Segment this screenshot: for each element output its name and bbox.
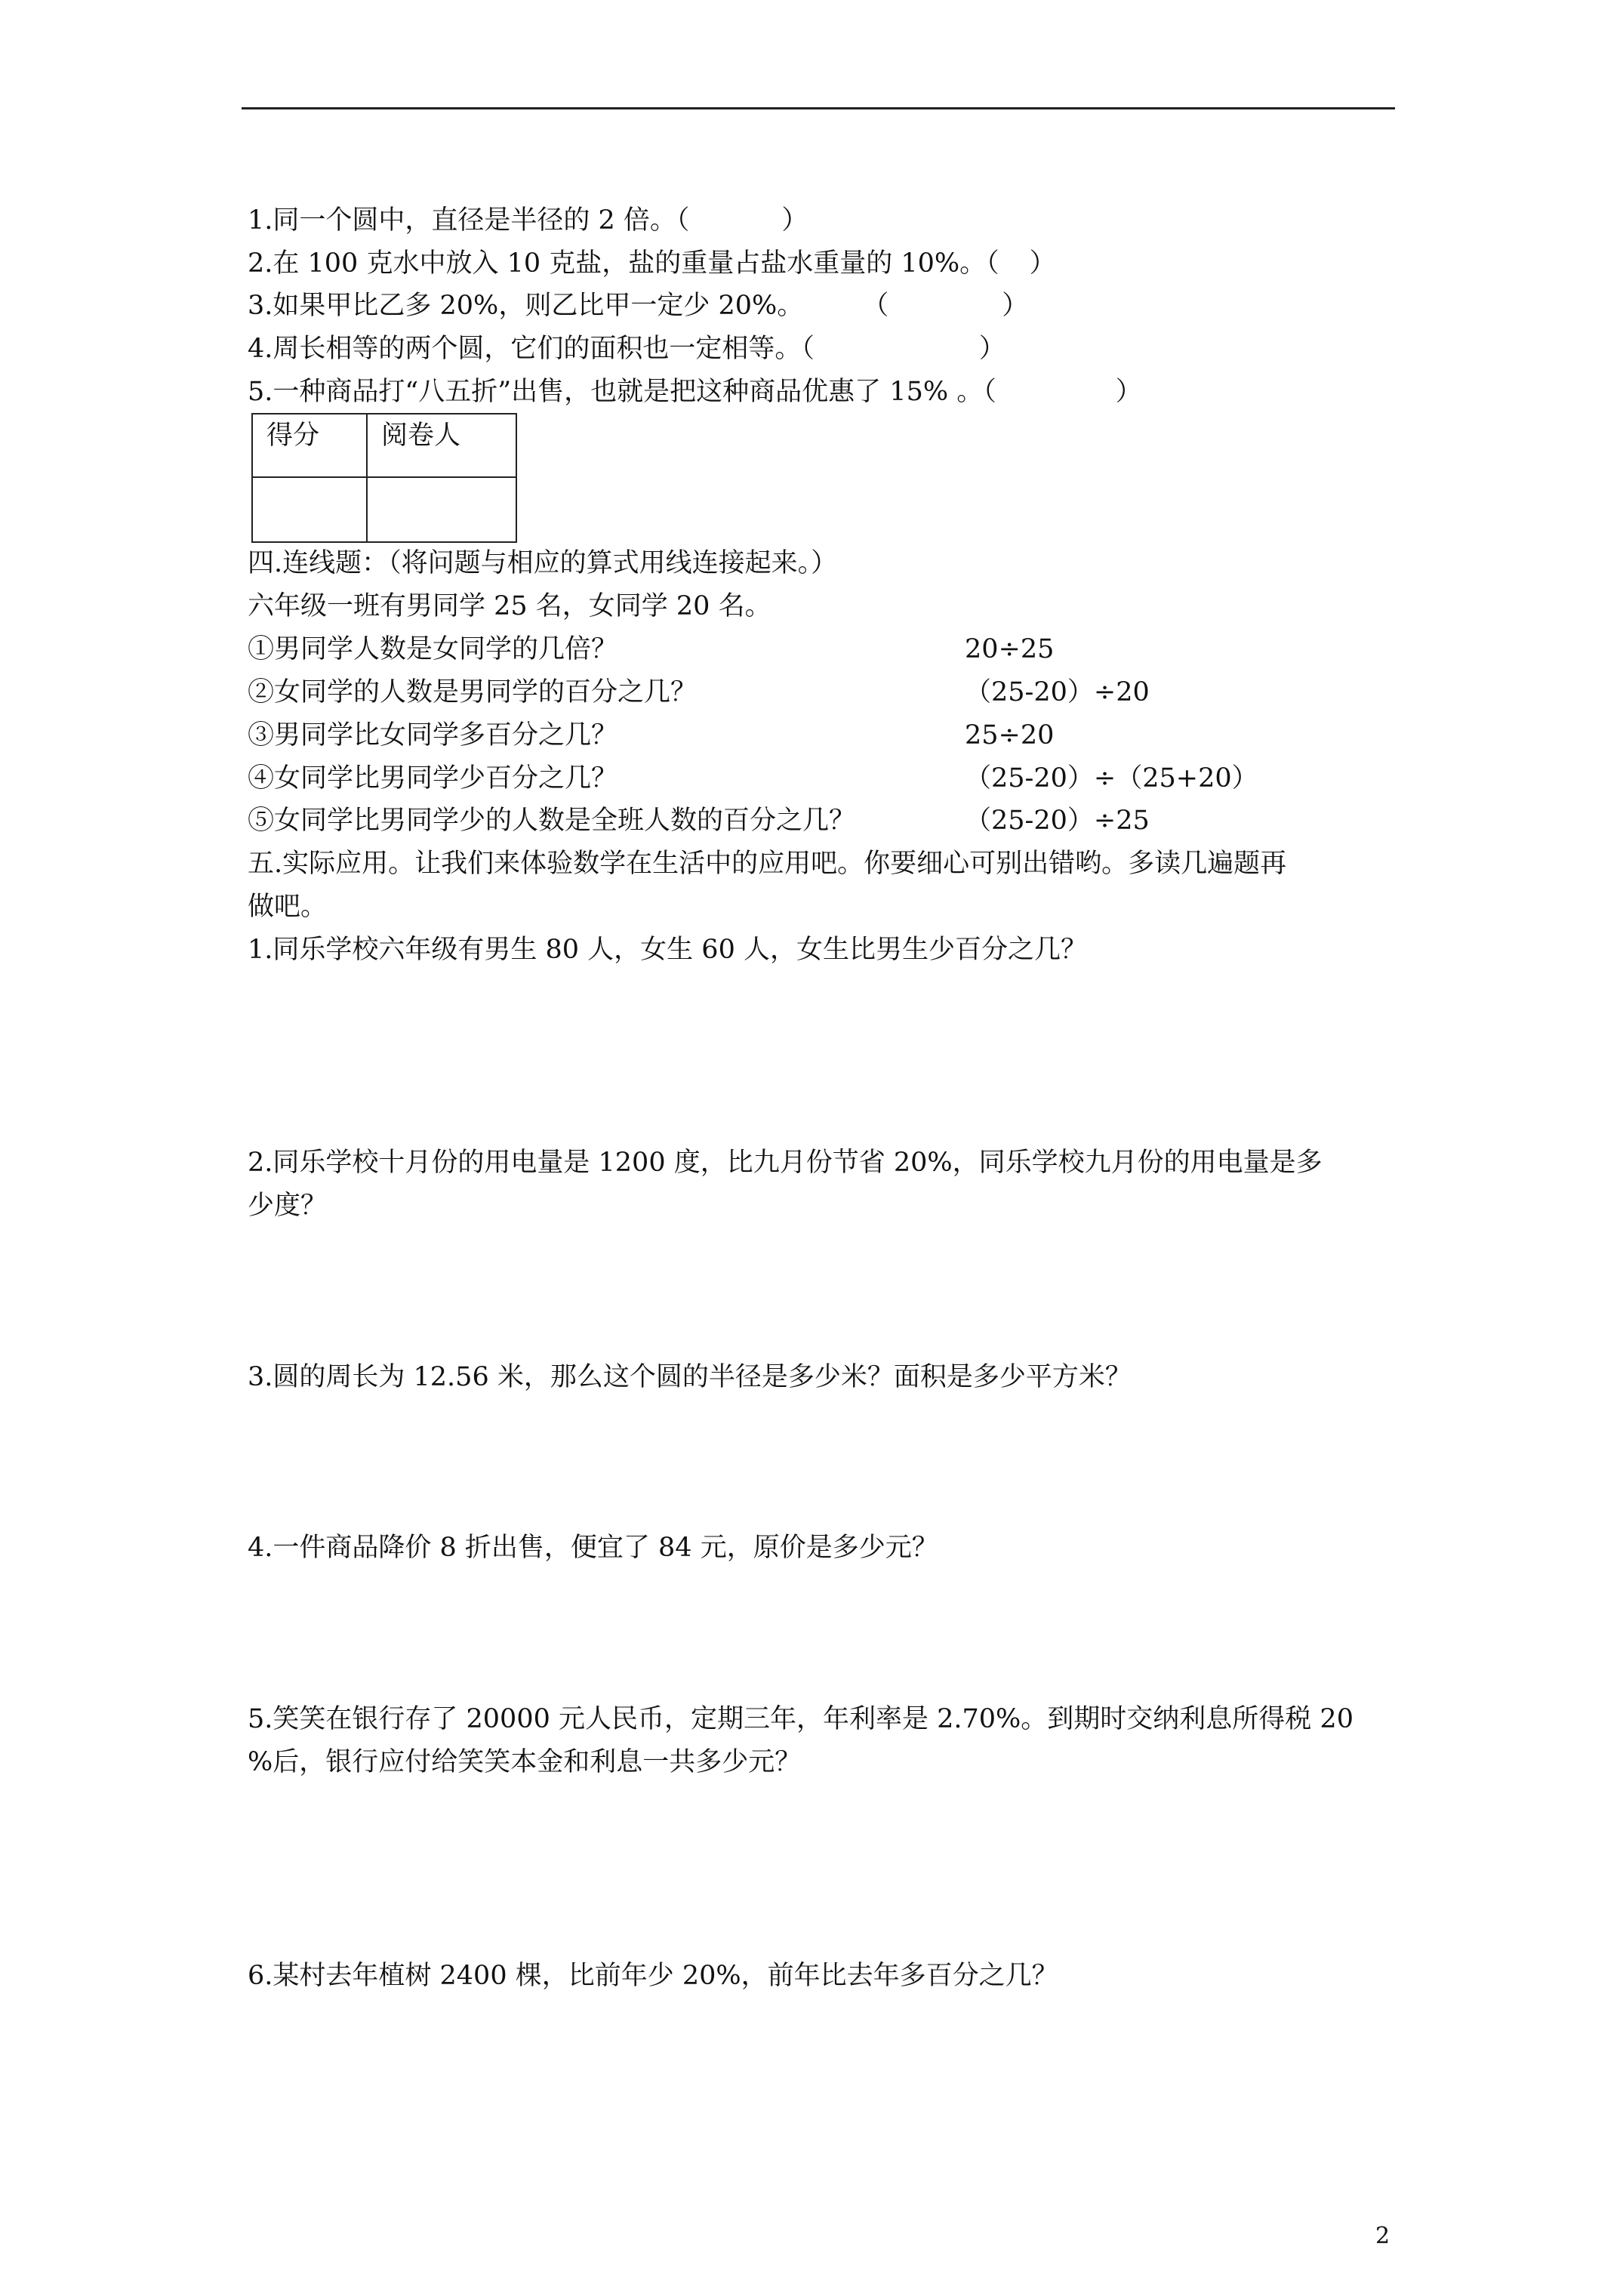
score-label-cell (252, 414, 367, 477)
problem-5-line2: %后，银行应付给笑笑本金和利息一共多少元？ (248, 1747, 802, 1777)
problem-6: 6.某村去年植树 2400 棵，比前年少 20%，前年比去年多百分之几？ (248, 1961, 1058, 1991)
section5-title-line1: 五.实际应用。让我们来体验数学在生活中的应用吧。你要细心可别出错哟。多读几遍题再 (248, 849, 1287, 879)
judgment-item-3-text: 3.如果甲比乙多 20%，则乙比甲一定少 20%。 (248, 291, 804, 321)
page-number: 2 (1375, 2223, 1390, 2249)
match-formula-5: （25-20）÷25 (965, 806, 1150, 836)
problem-5-line1: 5.笑笑在银行存了 20000 元人民币，定期三年，年利率是 2.70%。到期时交纳利息所得税 20 (248, 1704, 1354, 1734)
section4-title: 四.连线题：（将问题与相应的算式用线连接起来。） (248, 548, 838, 578)
match-question-1: ①男同学人数是女同学的几倍？ (248, 634, 618, 664)
match-question-4: ④女同学比男同学少百分之几？ (248, 763, 618, 794)
judgment-item-3 (248, 291, 1028, 321)
judgment-item-3-close: ） (1002, 291, 1029, 321)
reviewer-label: 阅卷人 (381, 421, 461, 451)
judgment-item-2-close: ） (1029, 248, 1056, 279)
judgment-item-5-close: ） (1115, 377, 1142, 407)
problem-2-line1: 2.同乐学校十月份的用电量是 1200 度，比九月份节省 20%，同乐学校九月份的用电量是多 (248, 1148, 1323, 1178)
score-label: 得分 (266, 421, 320, 451)
judgment-item-4-close: ） (978, 334, 1006, 364)
problem-2-line2: 少度？ (248, 1191, 328, 1221)
judgment-item-1-close: ） (781, 205, 808, 236)
match-formula-3: 25÷20 (965, 720, 1055, 750)
judgment-item-4 (248, 334, 1006, 364)
judgment-item-2 (248, 248, 1056, 279)
match-formula-1: 20÷25 (965, 634, 1055, 664)
judgment-item-2-text: 2.在 100 克水中放入 10 克盐，盐的重量占盐水重量的 10%。（ (248, 248, 999, 279)
reviewer-input-cell[interactable] (367, 477, 516, 542)
section5-title-line2: 做吧。 (248, 892, 328, 922)
judgment-item-4-text: 4.周长相等的两个圆，它们的面积也一定相等。（ (248, 334, 815, 364)
problem-4: 4.一件商品降价 8 折出售，便宜了 84 元，原价是多少元？ (248, 1533, 938, 1563)
judgment-item-5-text: 5.一种商品打“八五折”出售，也就是把这种商品优惠了 15% 。（ (248, 377, 996, 407)
match-question-5: ⑤女同学比男同学少的人数是全班人数的百分之几？ (248, 806, 856, 836)
score-input-cell[interactable] (252, 477, 367, 542)
problem-3: 3.圆的周长为 12.56 米，那么这个圆的半径是多少米？面积是多少平方米？ (248, 1362, 1132, 1392)
judgment-item-5 (248, 377, 1142, 407)
judgment-item-3-open: （ (862, 291, 889, 321)
score-table (251, 413, 517, 543)
match-question-2: ②女同学的人数是男同学的百分之几？ (248, 677, 698, 707)
judgment-item-1 (248, 205, 808, 236)
judgment-item-1-text: 1.同一个圆中，直径是半径的 2 倍。（ (248, 205, 690, 236)
match-formula-4: （25-20）÷（25+20） (965, 763, 1258, 794)
header-rule (242, 107, 1395, 109)
section4-intro: 六年级一班有男同学 25 名，女同学 20 名。 (248, 591, 771, 621)
match-question-3: ③男同学比女同学多百分之几？ (248, 720, 618, 750)
match-formula-2: （25-20）÷20 (965, 677, 1150, 707)
problem-1: 1.同乐学校六年级有男生 80 人，女生 60 人，女生比男生少百分之几？ (248, 935, 1087, 965)
reviewer-label-cell (367, 414, 516, 477)
